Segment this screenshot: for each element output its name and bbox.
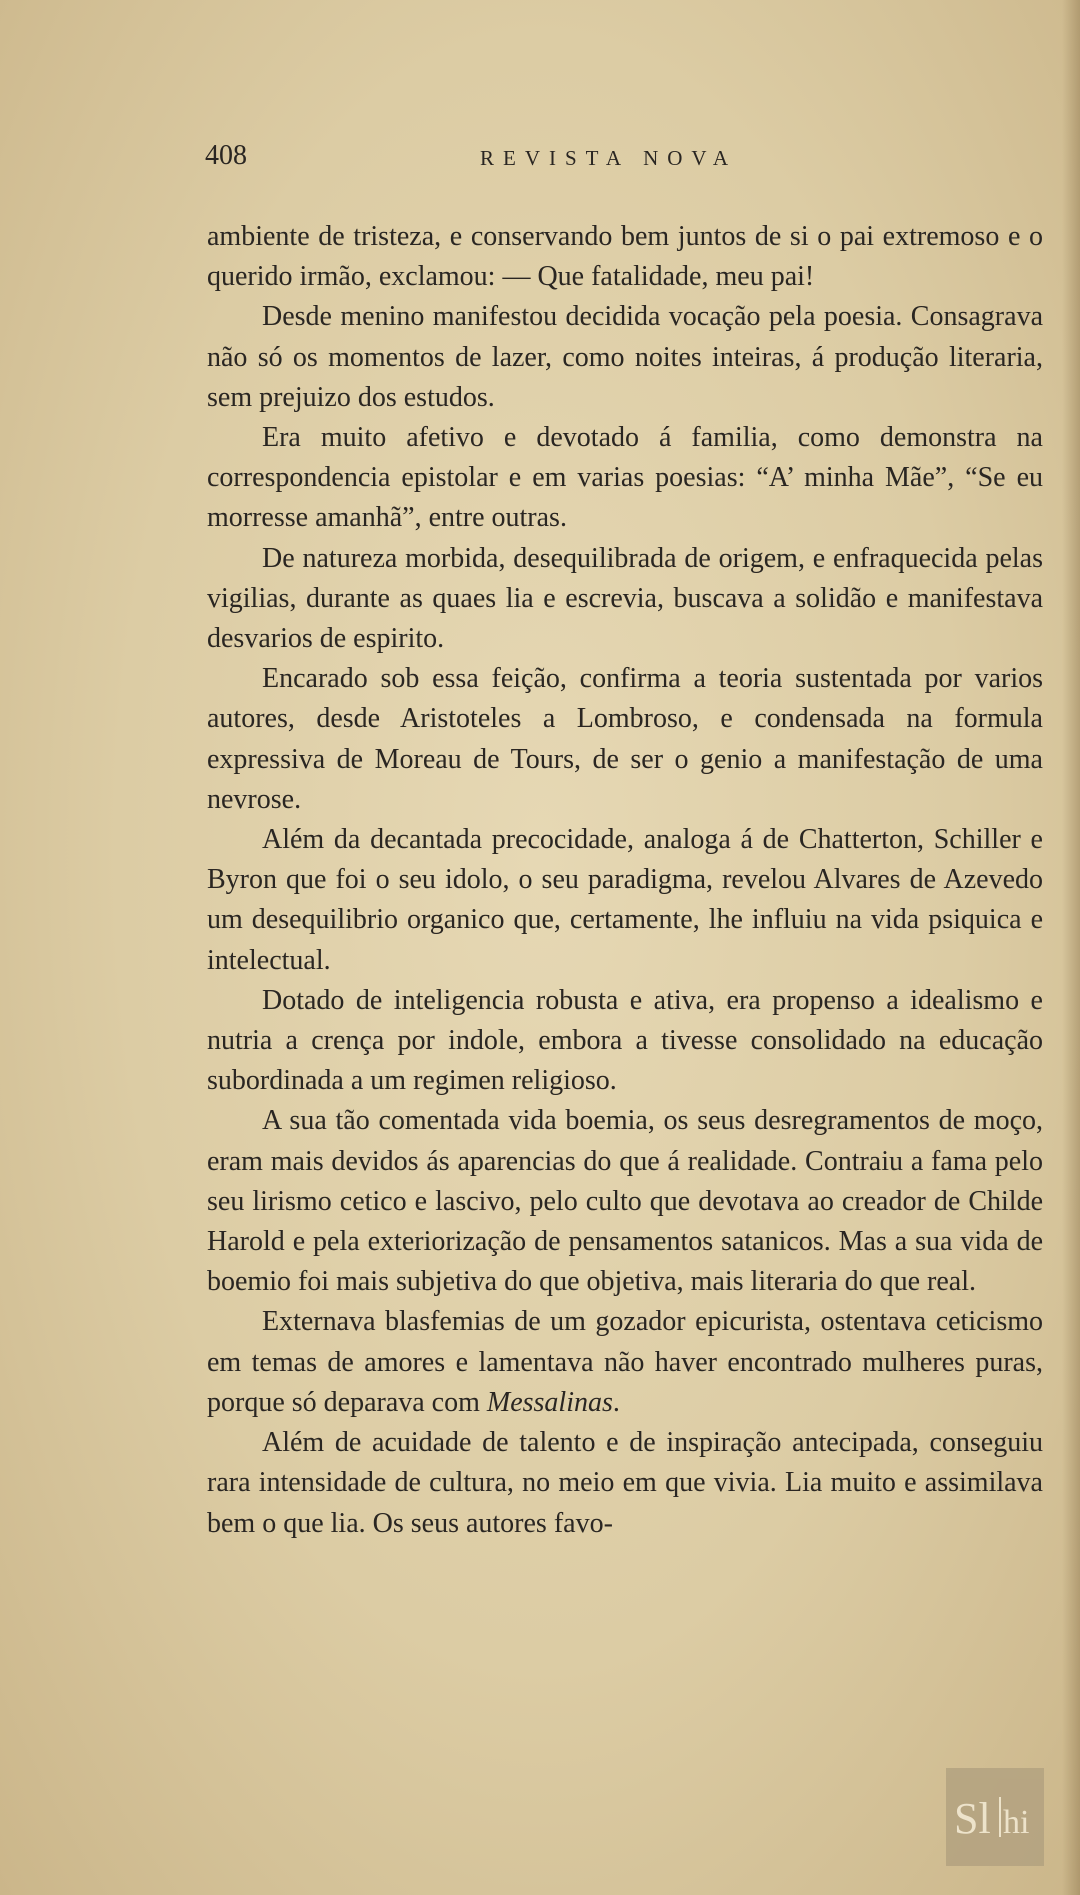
paragraph-5: Encarado sob essa feição, confirma a teoria sustentada por varios autores, desde Aristoteles a Lombroso, e condensada na formula expressiva de Moreau de Tours, de ser o genio a manifestação de uma nevrose.: [207, 663, 1043, 815]
paragraph-9-italic: Messalinas: [486, 1386, 613, 1418]
paragraph-9-text: Externava blasfemias de um gozador epicurista, ostentava ceticismo em temas de amores e lamentava não haver encontrado mulheres puras, porque só deparava com: [207, 1306, 1043, 1418]
paragraph-4: De natureza morbida, desequilibrada de origem, e enfraquecida pelas vigilias, durante as quaes lia e escrevia, buscava a solidão e manifestava desvarios de espirito.: [207, 542, 1043, 655]
page-edge-shadow: [1062, 0, 1080, 1895]
paragraph-7: Dotado de inteligencia robusta e ativa, era propenso a idealismo e nutria a crença por indole, embora a tivesse consolidado na educação subordinada a um regimen religioso.: [207, 984, 1043, 1097]
library-logo-letters: Sl: [954, 1794, 991, 1843]
paragraph-8: A sua tão comentada vida boemia, os seus desregramentos de moço, eram mais devidos ás aparencias do que á realidade. Contraiu a fama pelo seu lirismo cetico e lascivo, pelo culto que devotava ao creador de Childe Harold e pela exteriorização de pensamentos satanicos. Mas a sua vida de boemio foi mais subjetiva do que objetiva, mais literaria do que real.: [207, 1105, 1043, 1298]
paragraph-3: Era muito afetivo e devotado á familia, como demonstra na correspondencia epistolar e em varias poesias: “A’ minha Mãe”, “Se eu morresse amanhã”, entre outras.: [207, 422, 1043, 534]
library-logo: [946, 1768, 1044, 1866]
paragraph-6: Além da decantada precocidade, analoga á de Chatterton, Schiller e Byron que foi o seu idolo, o seu paradigma, revelou Alvares de Azevedo um desequilibrio organico que, certamente, lhe influiu na vida psiquica e intelectual.: [207, 824, 1043, 976]
paragraph-10: Além de acuidade de talento e de inspiração antecipada, conseguiu rara intensidade de cultura, no meio em que vivia. Lia muito e assimilava bem o que lia. Os seus autores favo-: [207, 1427, 1043, 1539]
page-header: [205, 140, 1045, 180]
paragraph-9: [207, 1302, 1043, 1423]
paragraph-2: Desde menino manifestou decidida vocação pela poesia. Consagrava não só os momentos de lazer, como noites inteiras, á produção literaria, sem prejuizo dos estudos.: [207, 301, 1043, 413]
svg-text:hi: hi: [1003, 1804, 1030, 1841]
running-title: REVISTA NOVA: [480, 146, 738, 170]
paragraph-9-end: .: [612, 1386, 620, 1418]
page-number: 408: [205, 140, 247, 171]
paragraph-1: ambiente de tristeza, e conservando bem juntos de si o pai extremoso e o querido irmão, exclamou: — Que fatalidade, meu pai!: [207, 221, 1043, 293]
body-text: [207, 217, 1043, 1544]
library-logo-mark: [950, 1787, 1040, 1847]
